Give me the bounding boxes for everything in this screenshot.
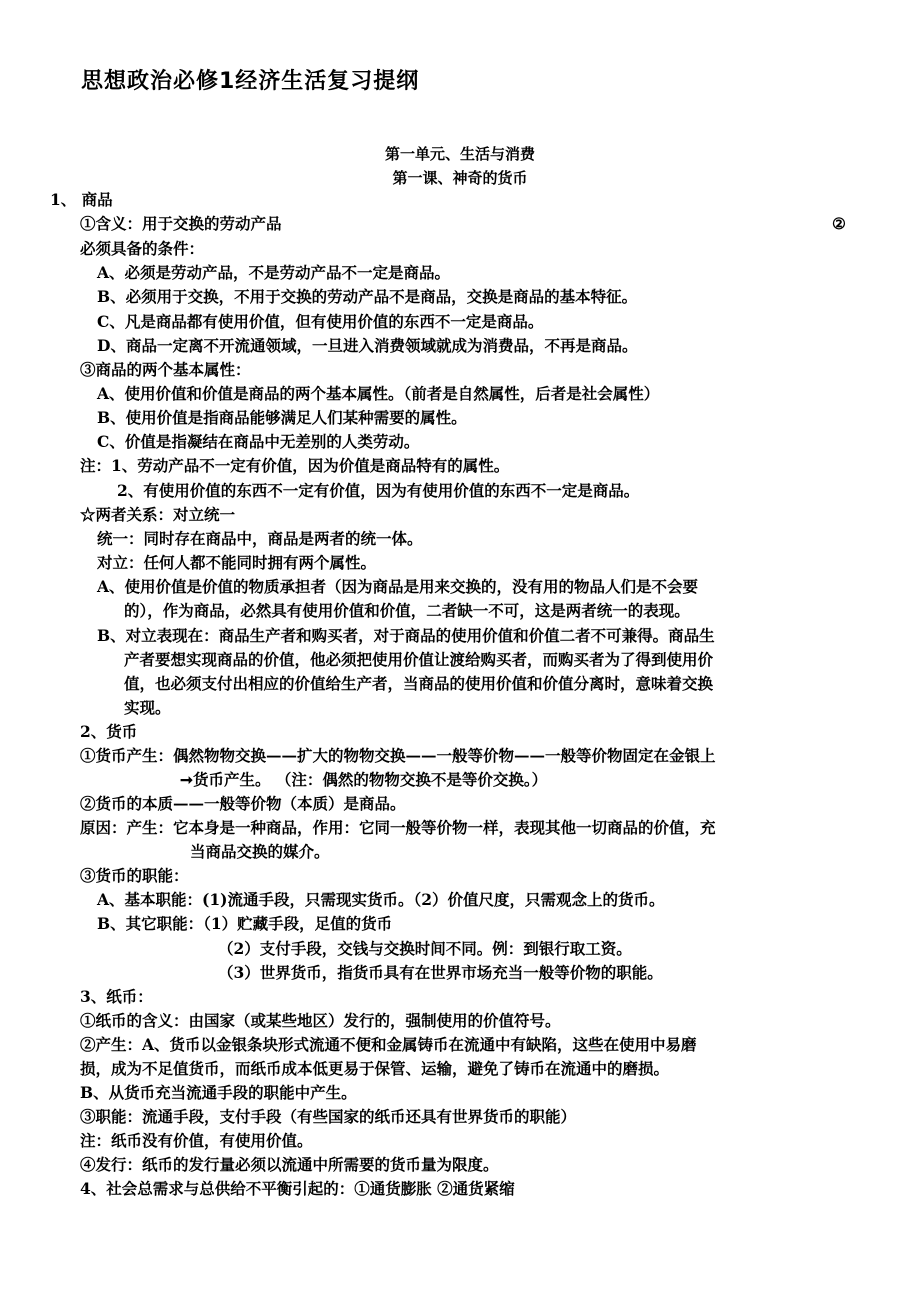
text-line: ☆两者关系：对立统一 xyxy=(80,505,236,524)
text-line: 2、有使用价值的东西不一定有价值，因为有使用价值的东西不一定是商品。 xyxy=(117,481,640,500)
text-line: ③职能：流通手段，支付手段（有些国家的纸币还具有世界货币的职能） xyxy=(80,1107,577,1126)
text-line: B、从货币充当流通手段的职能中产生。 xyxy=(80,1083,357,1102)
text-line: （2）支付手段，交钱与交换时间不同。例：到银行取工资。 xyxy=(218,939,632,958)
text-line: ①含义：用于交换的劳动产品 xyxy=(80,214,282,233)
text-line: ③商品的两个基本属性： xyxy=(80,360,251,379)
text-line: ② xyxy=(832,214,846,233)
text-line: 损，成为不足值货币，而纸币成本低更易于保管、运输，避免了铸币在流通中的磨损。 xyxy=(80,1059,670,1078)
text-line: B、使用价值是指商品能够满足人们某种需要的属性。 xyxy=(97,408,467,427)
text-line: 实现。 xyxy=(124,698,171,717)
text-line: ③货币的职能： xyxy=(80,866,189,885)
text-line: ➞货币产生。 （注：偶然的物物交换不是等价交换。） xyxy=(180,770,548,789)
text-line: A、必须是劳动产品，不是劳动产品不一定是商品。 xyxy=(97,263,451,282)
lesson-heading: 第一课、神奇的货币 xyxy=(392,169,528,187)
document-title: 思想政治必修1经济生活复习提纲 xyxy=(81,69,420,94)
text-line: 3、纸币： xyxy=(80,987,153,1006)
text-line: A、基本职能：(1)流通手段，只需现实货币。（2）价值尺度，只需观念上的货币。 xyxy=(97,890,665,909)
unit-heading: 第一单元、生活与消费 xyxy=(384,145,535,163)
text-line: D、商品一定离不开流通领域，一旦进入消费领域就成为消费品，不再是商品。 xyxy=(97,336,638,355)
text-line: B、对立表现在：商品生产者和购买者，对于商品的使用价值和价值二者不可兼得。商品生 xyxy=(97,626,715,645)
text-line: 注：1、劳动产品不一定有价值，因为价值是商品特有的属性。 xyxy=(80,456,510,475)
text-line: ④发行：纸币的发行量必须以流通中所需要的货币量为限度。 xyxy=(80,1155,499,1174)
text-line: 统一：同时存在商品中，商品是两者的统一体。 xyxy=(97,529,423,548)
text-line: ①纸币的含义：由国家（或某些地区）发行的，强制使用的价值符号。 xyxy=(80,1011,561,1030)
text-line: 原因：产生：它本身是一种商品，作用：它同一般等价物一样，表现其他一切商品的价值，充 xyxy=(80,818,716,837)
text-line: B、其它职能：（1）贮藏手段，足值的货币 xyxy=(97,914,393,933)
text-line: A、使用价值是价值的物质承担者（因为商品是用来交换的，没有用的物品人们是不会要 xyxy=(97,577,699,596)
text-line: A、使用价值和价值是商品的两个基本属性。（前者是自然属性，后者是社会属性） xyxy=(97,384,660,403)
text-line: 必须具备的条件： xyxy=(80,239,205,258)
text-line: 对立：任何人都不能同时拥有两个属性。 xyxy=(97,553,377,572)
text-line: 1、 商品 xyxy=(50,190,113,209)
text-line: （3）世界货币，指货币具有在世界市场充当一般等价物的职能。 xyxy=(218,963,663,982)
text-line: ②货币的本质——一般等价物（本质）是商品。 xyxy=(80,794,406,813)
text-line: B、必须用于交换，不用于交换的劳动产品不是商品，交换是商品的基本特征。 xyxy=(97,287,638,306)
text-line: 的），作为商品，必然具有使用价值和价值，二者缺一不可，这是两者统一的表现。 xyxy=(124,601,690,620)
text-line: 当商品交换的媒介。 xyxy=(190,842,330,861)
text-line: 值，也必须支付出相应的价值给生产者，当商品的使用价值和价值分离时，意味着交换 xyxy=(124,674,714,693)
text-line: C、价值是指凝结在商品中无差别的人类劳动。 xyxy=(97,432,420,451)
text-line: ②产生：A、货币以金银条块形式流通不便和金属铸币在流通中有缺陷，这些在使用中易磨 xyxy=(80,1035,697,1054)
text-line: C、凡是商品都有使用价值，但有使用价值的东西不一定是商品。 xyxy=(97,312,544,331)
text-line: 2、货币 xyxy=(80,722,138,741)
text-line: 4、社会总需求与总供给不平衡引起的：①通货膨胀 ②通货紧缩 xyxy=(80,1179,515,1198)
text-line: ①货币产生：偶然物物交换——扩大的物物交换——一般等价物——一般等价物固定在金银上 xyxy=(80,746,716,765)
text-line: 产者要想实现商品的价值，他必须把使用价值让渡给购买者，而购买者为了得到使用价 xyxy=(124,650,714,669)
text-line: 注：纸币没有价值，有使用价值。 xyxy=(80,1131,313,1150)
